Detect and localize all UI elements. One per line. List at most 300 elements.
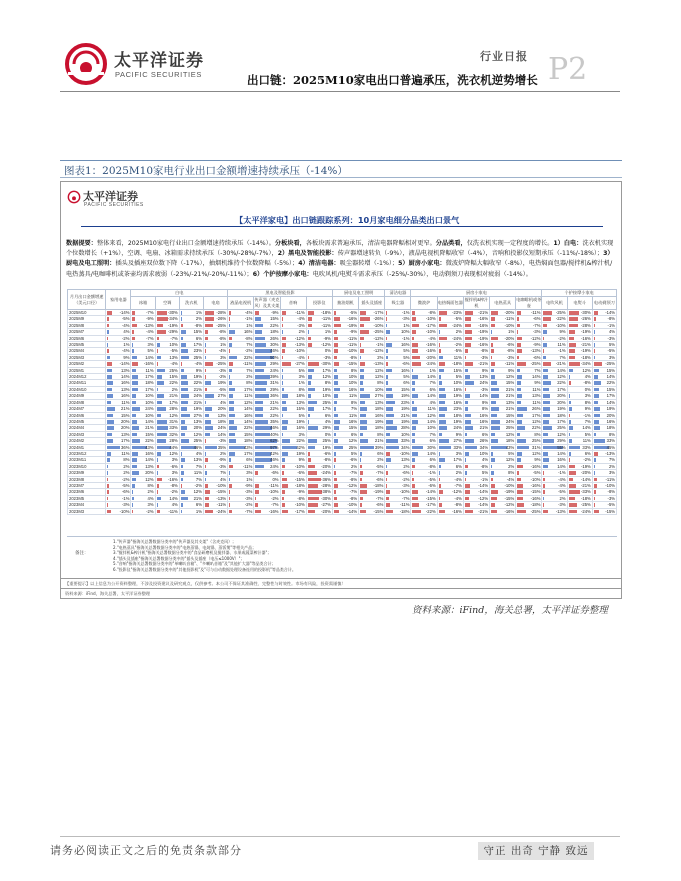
value-bar (308, 510, 315, 514)
value-bar (439, 337, 448, 341)
value-text: -6% (170, 463, 178, 469)
value-text: 8% (377, 380, 384, 386)
row-date: 2023M7 (68, 482, 106, 488)
value-bar (569, 369, 573, 373)
value-text: 19% (557, 406, 566, 412)
value-bar (386, 503, 390, 507)
value-bar (439, 414, 446, 418)
value-text: 45% (606, 444, 615, 450)
value-bar (157, 388, 158, 392)
value-bar (107, 362, 112, 366)
value-bar (255, 420, 268, 424)
value-text: 31% (270, 380, 279, 386)
value-bar (360, 452, 362, 456)
value-text: 26% (270, 335, 279, 341)
value-text: 1% (298, 380, 305, 386)
value-text: -16% (168, 476, 178, 482)
value-bar (205, 446, 217, 450)
value-bar (594, 503, 596, 507)
value-bar (517, 414, 523, 418)
value-bar (157, 311, 167, 315)
col-header: 洗衣机 (179, 297, 203, 310)
value-bar (517, 426, 525, 430)
value-bar (282, 471, 284, 475)
value-bar (594, 478, 598, 482)
value-text: 2% (455, 329, 462, 335)
value-bar (360, 337, 364, 341)
value-bar (569, 324, 579, 328)
value-text: 19% (401, 406, 410, 412)
value-text: 3% (147, 342, 154, 348)
value-bar (181, 369, 184, 373)
value-bar (334, 452, 336, 456)
note-line: 6."投影仪"指海关总署数据分类中的"其他投影机"及"可与自动数据处理设备连用的投影机"等品类合计。 (113, 566, 296, 572)
value-text: -2% (194, 482, 202, 488)
value-text: 9% (481, 367, 489, 373)
row-date: 2025M4 (68, 348, 106, 354)
value-bar (465, 330, 472, 334)
value-text: 12% (582, 367, 591, 373)
value-text: 9% (584, 406, 591, 412)
value-bar (282, 484, 289, 488)
value-text: 10% (145, 412, 154, 418)
value-bar (517, 510, 526, 514)
value-text: -9% (297, 489, 305, 495)
value-bar (282, 458, 285, 462)
col-header: 搅拌机&榨汁机 (464, 297, 489, 308)
value-text: 21% (121, 406, 130, 412)
value-text: 2% (377, 354, 384, 360)
value-text: 2% (147, 489, 154, 495)
value-text: 27% (453, 438, 462, 444)
value-text: -10% (347, 502, 358, 508)
value-text: -10% (425, 329, 436, 335)
value-bar (360, 420, 367, 424)
value-text: 7% (429, 431, 436, 437)
value-bar (465, 497, 469, 501)
value-text: 26% (532, 406, 541, 412)
value-bar (465, 510, 473, 514)
value-text: 19% (296, 450, 305, 456)
value-bar (491, 414, 497, 418)
value-bar (439, 452, 440, 456)
value-bar (386, 465, 387, 469)
value-bar (594, 484, 597, 488)
value-text: 24% (270, 463, 279, 469)
value-text: 12% (374, 374, 384, 380)
value-bar (543, 490, 545, 494)
value-text: 62% (270, 438, 279, 444)
value-cell (306, 508, 332, 514)
value-text: 16% (121, 380, 130, 386)
value-bar (360, 484, 367, 488)
value-bar (107, 420, 114, 424)
value-text: 27% (374, 393, 384, 399)
value-text: 21% (193, 399, 202, 405)
value-text: -13% (605, 450, 615, 456)
summary-text: 传声器增速转负（-9%），液晶电视机降幅收窄（-4%），音响和投影仪短期承压（-11%/-18%）； (337, 250, 604, 258)
value-bar (334, 420, 340, 424)
value-bar (594, 407, 600, 411)
value-bar (569, 465, 576, 469)
value-text: -3% (480, 354, 489, 360)
value-text: -8% (583, 380, 591, 386)
value-text: 11% (145, 367, 154, 373)
figure-logo-en: PACIFIC SECURITIES (84, 202, 144, 208)
value-bar (517, 465, 523, 469)
disclaimer: 【重要提示】以上信息为公开资料整理，不涉及投资建议及研究观点，仅供参考。本公司不保证其准确性、完整性与时效性。市场有风险，投资需谨慎！ (61, 578, 621, 588)
value-bar (491, 394, 499, 398)
value-bar (491, 446, 507, 450)
value-bar (334, 394, 338, 398)
value-bar (569, 439, 573, 443)
value-text: 14% (427, 418, 436, 424)
value-text: 21% (193, 386, 202, 392)
value-bar (569, 503, 578, 507)
value-text: -14% (119, 361, 130, 367)
value-bar (543, 324, 547, 328)
value-bar (594, 490, 597, 494)
value-text: 19% (453, 393, 462, 399)
value-bar (308, 317, 312, 321)
value-bar (205, 349, 206, 353)
value-text: 0% (324, 348, 331, 354)
value-bar (594, 497, 595, 501)
value-cell (228, 508, 254, 514)
value-bar (334, 343, 338, 347)
value-bar (439, 510, 445, 514)
value-bar (255, 465, 264, 469)
value-bar (439, 401, 445, 405)
value-text: 17% (322, 406, 331, 412)
value-bar (386, 317, 387, 321)
value-text: -15% (605, 508, 615, 514)
value-bar (255, 375, 269, 379)
value-bar (181, 317, 182, 321)
value-bar (386, 478, 387, 482)
value-bar (360, 330, 369, 334)
value-bar (334, 356, 337, 360)
value-bar (360, 407, 367, 411)
value-text: 55% (557, 444, 566, 450)
value-text: -8% (607, 489, 615, 495)
value-bar (308, 375, 312, 379)
value-text: -20% (425, 354, 436, 360)
value-bar (594, 343, 596, 347)
figure-inner-source: 资料来源：iFind，海关总署，太平洋证券整理 (61, 588, 621, 598)
value-bar (282, 362, 292, 366)
value-text: -8% (244, 335, 253, 341)
value-bar (255, 414, 263, 418)
value-bar (229, 446, 245, 450)
value-bar (517, 407, 527, 411)
value-bar (543, 330, 546, 334)
value-text: 13% (193, 457, 202, 463)
value-bar (439, 420, 446, 424)
value-text: -6% (532, 316, 541, 322)
summary-text: 微波炉降幅大幅收窄（-8%），电热焖面包器/搅拌机&榨汁机/电热蒸具/电咖啡机或茶壶均需求疲弱（-23%/-21%/-20%/-11%）； (66, 260, 613, 278)
value-text: -1% (480, 476, 489, 482)
value-text: 5% (403, 348, 410, 354)
value-bar (282, 426, 288, 430)
row-date: 2025M7 (68, 329, 106, 335)
value-bar (569, 510, 577, 514)
value-text: 7% (246, 342, 253, 348)
row-date: 2024M9 (68, 393, 106, 399)
value-bar (132, 458, 137, 462)
value-text: 11% (582, 438, 591, 444)
value-text: -5% (121, 482, 130, 488)
value-text: -8% (428, 463, 436, 469)
row-date: 2024M8 (68, 399, 106, 405)
value-bar (107, 439, 113, 443)
value-text: -10% (216, 482, 227, 488)
value-bar (569, 452, 571, 456)
logo-text-cn: 太平洋证券 (114, 51, 204, 71)
value-text: -12% (321, 342, 331, 348)
value-text: -26% (373, 316, 384, 322)
value-text: -2% (558, 335, 566, 341)
value-bar (412, 407, 416, 411)
value-text: -5% (607, 502, 615, 508)
value-text: 13% (121, 367, 130, 373)
value-bar (255, 317, 261, 321)
value-text: -15% (216, 489, 227, 495)
value-bar (157, 394, 164, 398)
value-text: 34% (479, 444, 489, 450)
value-text: 2% (220, 450, 227, 456)
value-text: -10% (373, 322, 384, 328)
value-text: 3% (608, 470, 615, 476)
value-bar (569, 484, 576, 488)
value-text: 4% (481, 457, 489, 463)
value-text: -15% (504, 495, 515, 501)
value-text: -12% (373, 335, 384, 341)
value-text: -16% (530, 482, 541, 488)
value-bar (543, 497, 544, 501)
value-text: 10% (479, 450, 489, 456)
value-bar (517, 458, 520, 462)
value-bar (594, 330, 595, 334)
value-bar (132, 394, 135, 398)
value-text: 25% (322, 438, 331, 444)
value-bar (517, 484, 523, 488)
value-text: 26% (479, 438, 489, 444)
value-bar (569, 497, 575, 501)
value-bar (569, 478, 574, 482)
value-bar (308, 369, 314, 373)
value-bar (132, 401, 135, 405)
value-bar (229, 388, 235, 392)
value-bar (517, 324, 520, 328)
value-text: 31% (532, 444, 541, 450)
value-bar (132, 465, 136, 469)
value-bar (594, 439, 605, 443)
group-header: 厨电及电工照明 (332, 290, 384, 297)
value-text: -8% (170, 482, 178, 488)
value-bar (594, 362, 602, 366)
value-text: -3% (402, 316, 410, 322)
value-text: 17% (243, 450, 253, 456)
col-header: 电热焖面包器 (437, 297, 463, 310)
value-text: 7% (351, 406, 358, 412)
value-bar (360, 478, 362, 482)
value-text: 8% (377, 431, 384, 437)
value-text: -14% (425, 489, 436, 495)
value-text: 17% (145, 374, 154, 380)
summary-lead: 分板块看， (274, 240, 306, 247)
value-bar (229, 381, 232, 385)
value-text: -2% (271, 495, 279, 501)
value-bar (205, 458, 208, 462)
col-header: 电咖啡机或茶壶 (516, 297, 542, 308)
value-text: 15% (606, 386, 615, 392)
value-bar (491, 356, 492, 360)
row-date: 2025M9 (68, 316, 106, 322)
value-bar (107, 458, 110, 462)
value-text: 36% (121, 444, 130, 450)
value-text: -11% (530, 310, 541, 315)
value-text: -6% (323, 450, 331, 456)
value-text: 21% (401, 412, 410, 418)
value-text: 13% (479, 374, 489, 380)
notes-body (113, 539, 613, 573)
value-bar (594, 311, 599, 315)
value-bar (132, 362, 137, 366)
value-bar (412, 343, 418, 347)
value-text: 1% (195, 310, 202, 315)
value-text: -18% (321, 310, 331, 315)
value-text: -28% (321, 482, 331, 488)
value-text: 12% (169, 450, 178, 456)
value-bar (386, 446, 398, 450)
value-bar (205, 381, 211, 385)
value-bar (517, 497, 523, 501)
col-header: 电扇 (203, 297, 227, 310)
value-text: 1% (123, 342, 130, 348)
value-bar (543, 484, 544, 488)
value-text: -3% (218, 438, 227, 444)
value-bar (229, 401, 233, 405)
value-text: 12% (322, 374, 331, 380)
value-bar (594, 458, 596, 462)
value-bar (132, 324, 136, 328)
value-text: -3% (402, 482, 410, 488)
value-text: 34% (401, 444, 410, 450)
value-bar (594, 452, 598, 456)
note-line: 3."搅拌机&榨汁机"指海关总署数据分类中的"食品研磨机及搅拌器、水果或蔬菜榨汁器"； (113, 550, 272, 556)
value-bar (132, 414, 135, 418)
value-text: 24% (479, 380, 489, 386)
value-bar (205, 465, 206, 469)
group-header: 厨房小家电 (411, 290, 542, 297)
value-bar (491, 458, 495, 462)
value-cell (203, 508, 227, 514)
value-bar (282, 401, 287, 405)
value-bar (229, 362, 233, 366)
report-title: 出口链：2025M10家电出口普遍承压，洗衣机逆势增长 (247, 73, 538, 87)
value-text: 12% (145, 476, 154, 482)
value-bar (205, 317, 214, 321)
value-text: -14% (119, 310, 130, 315)
value-text: 12% (193, 431, 202, 437)
value-text: 3% (298, 374, 305, 380)
value-bar (132, 478, 136, 482)
value-text: 4% (195, 450, 202, 456)
value-bar (569, 407, 572, 411)
value-bar (334, 388, 340, 392)
value-text: 12% (505, 374, 515, 380)
value-bar (569, 458, 570, 462)
value-bar (282, 446, 297, 450)
value-text: -12% (478, 495, 489, 501)
value-text: -8% (297, 495, 305, 501)
value-text: -7% (375, 470, 384, 476)
value-bar (465, 439, 475, 443)
value-bar (491, 324, 495, 328)
value-bar (229, 433, 235, 437)
value-bar (360, 446, 374, 450)
value-text: -8% (506, 348, 515, 354)
value-text: 24% (193, 393, 202, 399)
value-bar (386, 394, 393, 398)
value-text: 19% (374, 418, 384, 424)
value-bar (517, 433, 520, 437)
value-text: 46% (270, 425, 279, 431)
row-date: 2023M8 (68, 476, 106, 482)
value-bar (465, 375, 470, 379)
value-bar (132, 407, 140, 411)
value-bar (465, 458, 466, 462)
row-date: 2024M12 (68, 374, 106, 380)
value-bar (229, 490, 230, 494)
value-text: 11% (427, 406, 436, 412)
value-text: -13% (555, 508, 566, 514)
value-bar (205, 394, 214, 398)
value-bar (229, 458, 231, 462)
value-bar (334, 401, 337, 405)
value-text: -2% (244, 502, 253, 508)
value-bar (255, 497, 256, 501)
value-text: 9% (534, 380, 541, 386)
value-text: 27% (217, 393, 227, 399)
value-cell (592, 508, 616, 514)
value-text: -11% (605, 476, 615, 482)
value-text: 1% (195, 508, 202, 514)
value-bar (543, 317, 551, 321)
row-date: 2025M10 (68, 310, 106, 316)
value-bar (439, 324, 448, 328)
figure-caption: 图表1：2025M10家电行业出口金额增速持续承压（-14%） (60, 160, 622, 178)
value-cell (106, 508, 131, 514)
value-bar (282, 388, 285, 392)
value-text: 3% (584, 393, 591, 399)
value-bar (360, 401, 365, 405)
value-cell (179, 508, 203, 514)
value-bar (205, 433, 210, 437)
value-text: -14% (478, 489, 489, 495)
value-text: -16% (478, 316, 489, 322)
value-bar (412, 330, 416, 334)
value-text: -21% (478, 310, 489, 315)
value-bar (205, 356, 206, 360)
value-text: 18% (243, 438, 253, 444)
value-bar (491, 510, 497, 514)
value-text: -16% (268, 508, 279, 514)
value-text: 6% (429, 386, 436, 392)
value-bar (132, 356, 137, 360)
value-text: -12% (504, 502, 515, 508)
